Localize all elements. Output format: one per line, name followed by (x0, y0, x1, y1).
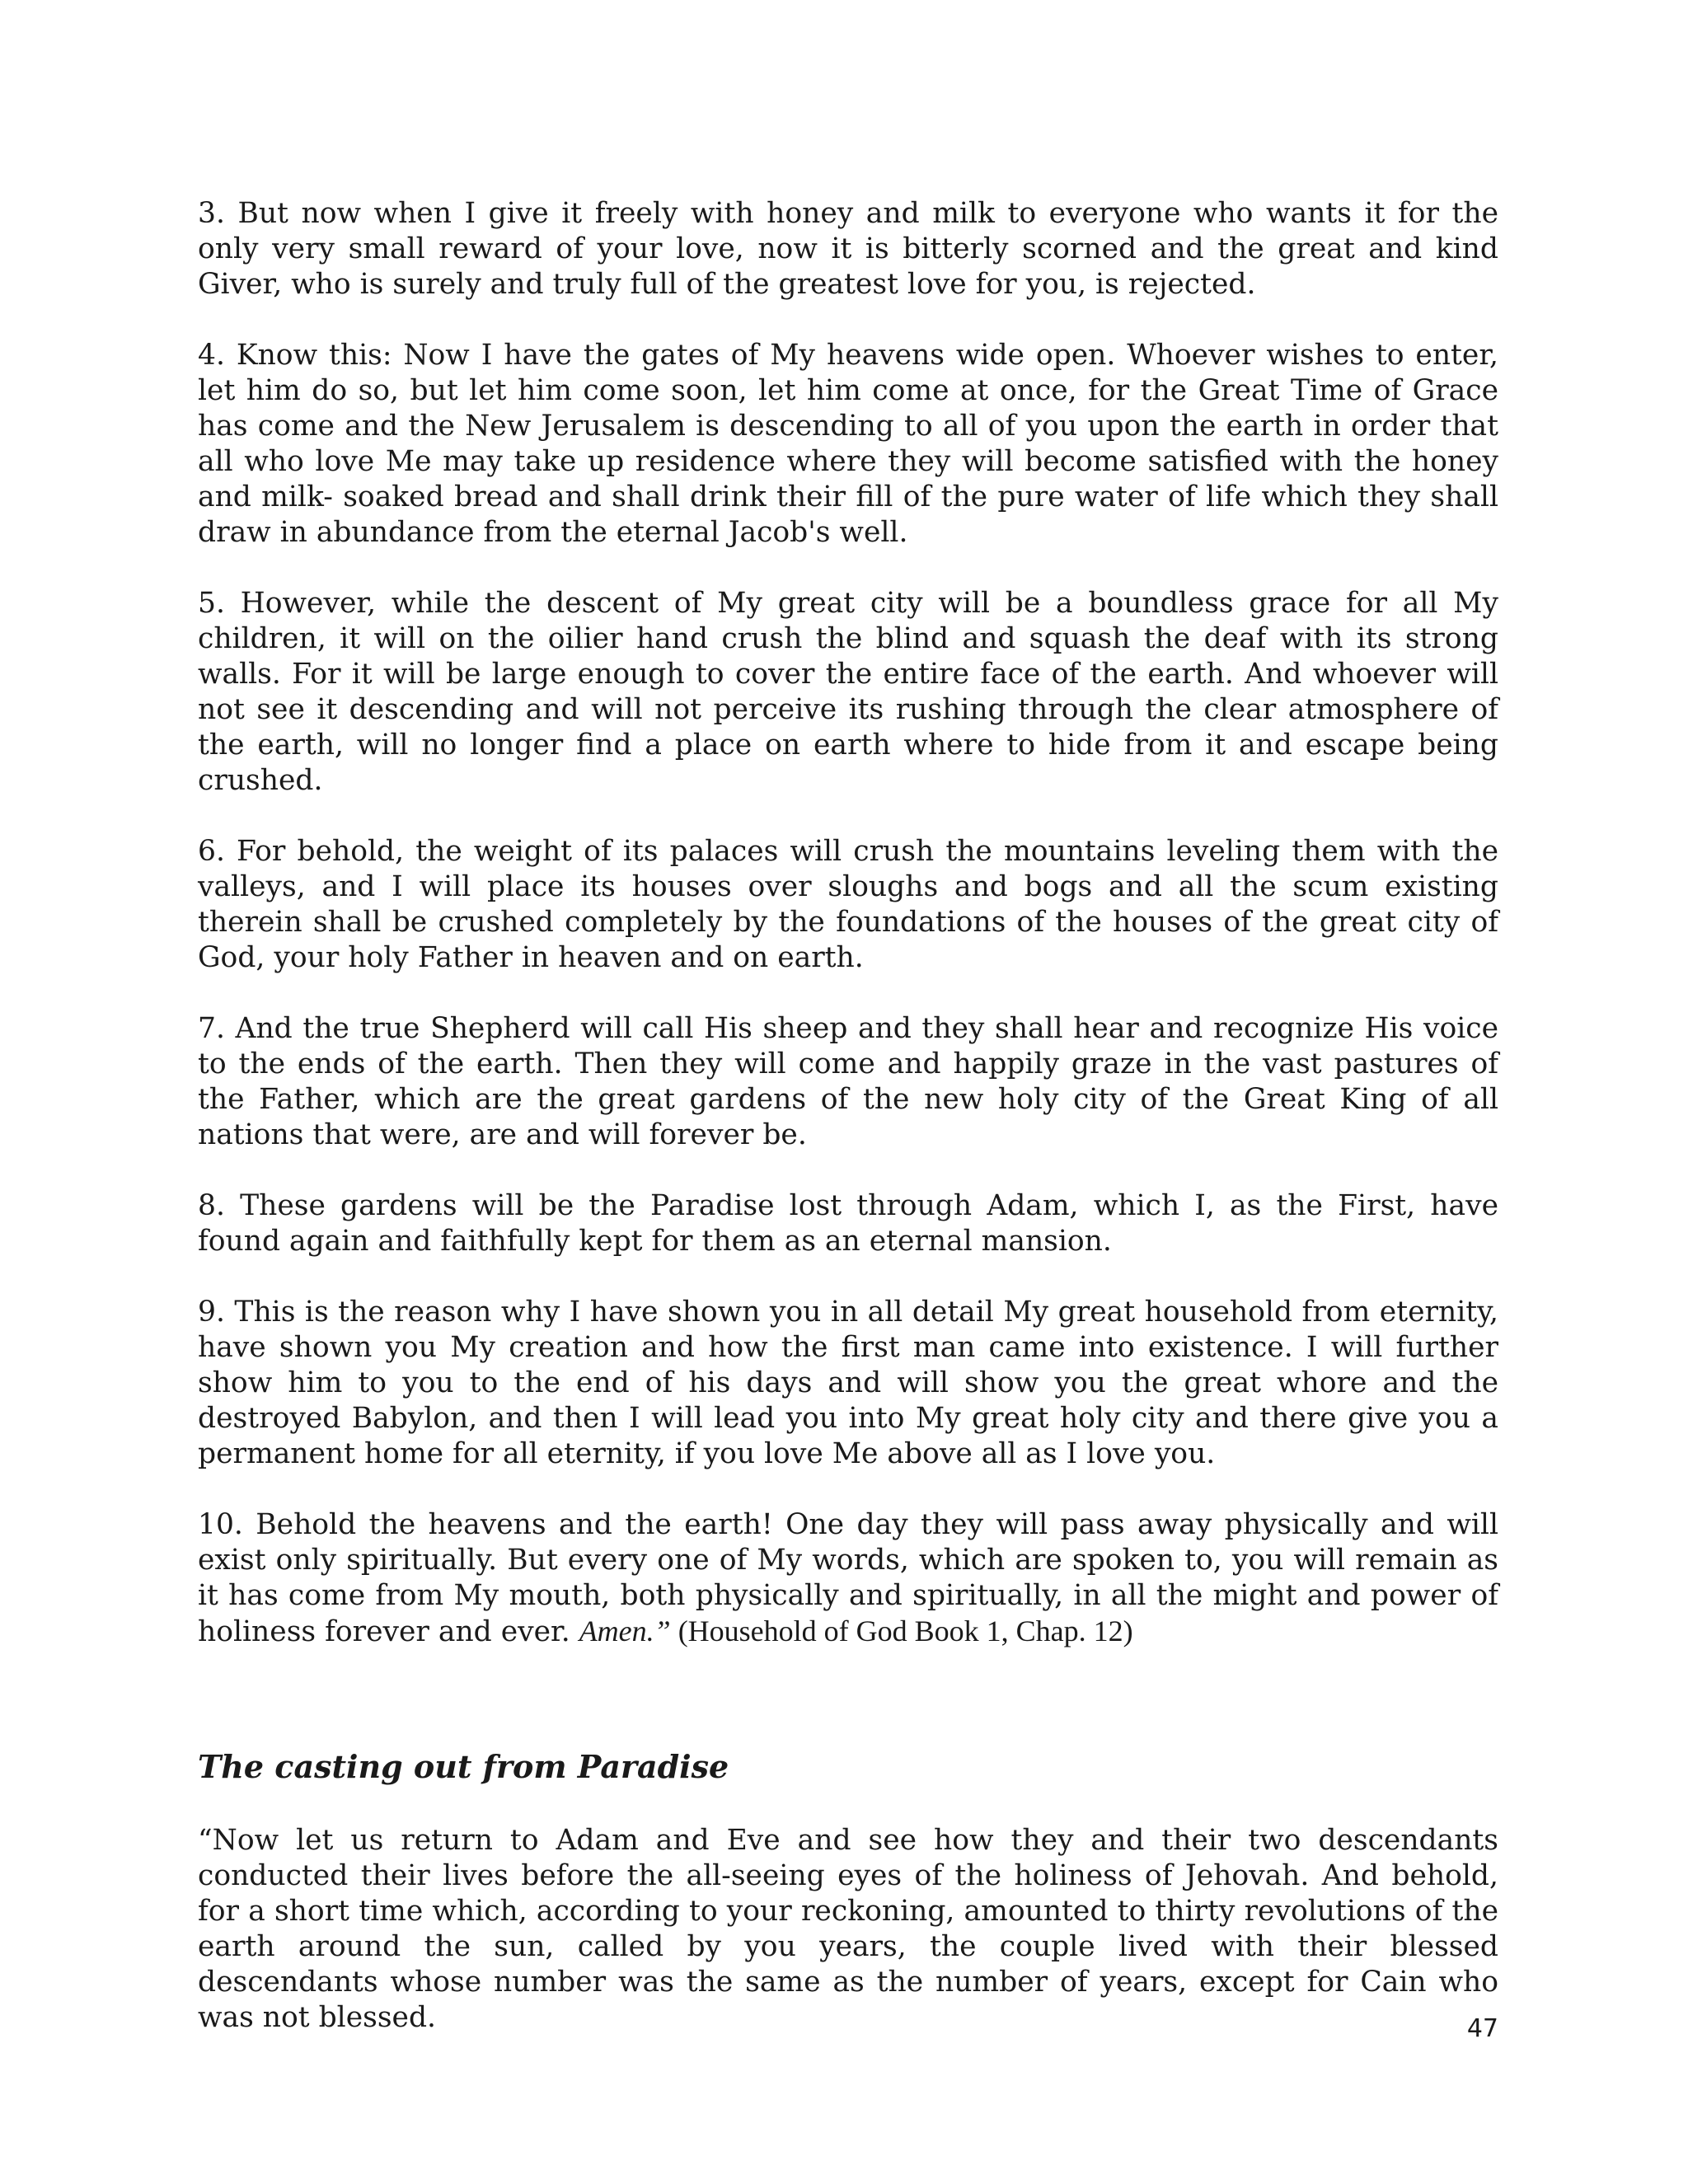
paragraph-10 (198, 1507, 1498, 1650)
paragraph-4: 4. Know this: Now I have the gates of My heavens wide open. Whoever wishes to enter, let him do so, but let him come soon, let him come at once, for the Great Time of Grace has come and the New Jerusalem is descending to all of you upon the earth in order that all who love Me may take up residence where they will become satisfied with the honey and milk- soaked bread and shall drink their fill of the pure water of life which they shall draw in abundance from the eternal Jacob's well. (198, 339, 1498, 549)
amen-closing: Amen.” (579, 1615, 671, 1647)
paragraph-8: 8. These gardens will be the Paradise lost through Adam, which I, as the First, have found again and faithfully kept for them as an eternal mansion. (198, 1189, 1498, 1258)
paragraph-5: 5. However, while the descent of My great city will be a boundless grace for all My children, it will on the oilier hand crush the blind and squash the deaf with its strong walls. For it will be large enough to cover the entire face of the earth. And whoever will not see it descending and will not perceive its rushing through the clear atmosphere of the earth, will no longer find a place on earth where to hide from it and escape being crushed. (198, 587, 1498, 797)
section-paragraph: “Now let us return to Adam and Eve and see how they and their two descendants conducted their lives before the all-seeing eyes of the holiness of Jehovah. And behold, for a short time which, according to your reckoning, amounted to thirty revolutions of the earth around the sun, called by you years, the couple lived with their blessed descendants whose number was the same as the number of years, except for Cain who was not blessed. (198, 1824, 1498, 2034)
paragraph-3: 3. But now when I give it freely with honey and milk to everyone who wants it for the only very small reward of your love, now it is bitterly scorned and the great and kind Giver, who is surely and truly full of the greatest love for you, is rejected. (198, 197, 1498, 301)
source-citation: (Household of God Book 1, Chap. 12) (670, 1615, 1133, 1647)
section-heading: The casting out from Paradise (198, 1748, 729, 1785)
paragraph-9: 9. This is the reason why I have shown you in all detail My great household from eternity, have shown you My creation and how the first man came into existence. I will further show him to you to the end of his days and will show you the great whore and the destroyed Babylon, and then I will lead you into My great holy city and there give you a permanent home for all eternity, if you love Me above all as I love you. (198, 1296, 1498, 1470)
paragraph-10-text: 10. Behold the heavens and the earth! One day they will pass away physically and will exist only spiritually. But every one of My words, which are spoken to, you will remain as it has come from My mouth, both physically and spiritually, in all the might and power of holiness forever and ever. (198, 1508, 1498, 1648)
paragraph-7: 7. And the true Shepherd will call His sheep and they shall hear and recognize His voice to the ends of the earth. Then they will come and happily graze in the vast pastures of the Father, which are the great gardens of the new holy city of the Great King of all nations that were, are and will forever be. (198, 1012, 1498, 1151)
page-body (198, 196, 1498, 2071)
paragraph-6: 6. For behold, the weight of its palaces will crush the mountains leveling them with the valleys, and I will place its houses over sloughs and bogs and all the scum existing therein shall be crushed completely by the foundations of the houses of the great city of God, your holy Father in heaven and on earth. (198, 835, 1498, 974)
page-number: 47 (1466, 2014, 1498, 2043)
